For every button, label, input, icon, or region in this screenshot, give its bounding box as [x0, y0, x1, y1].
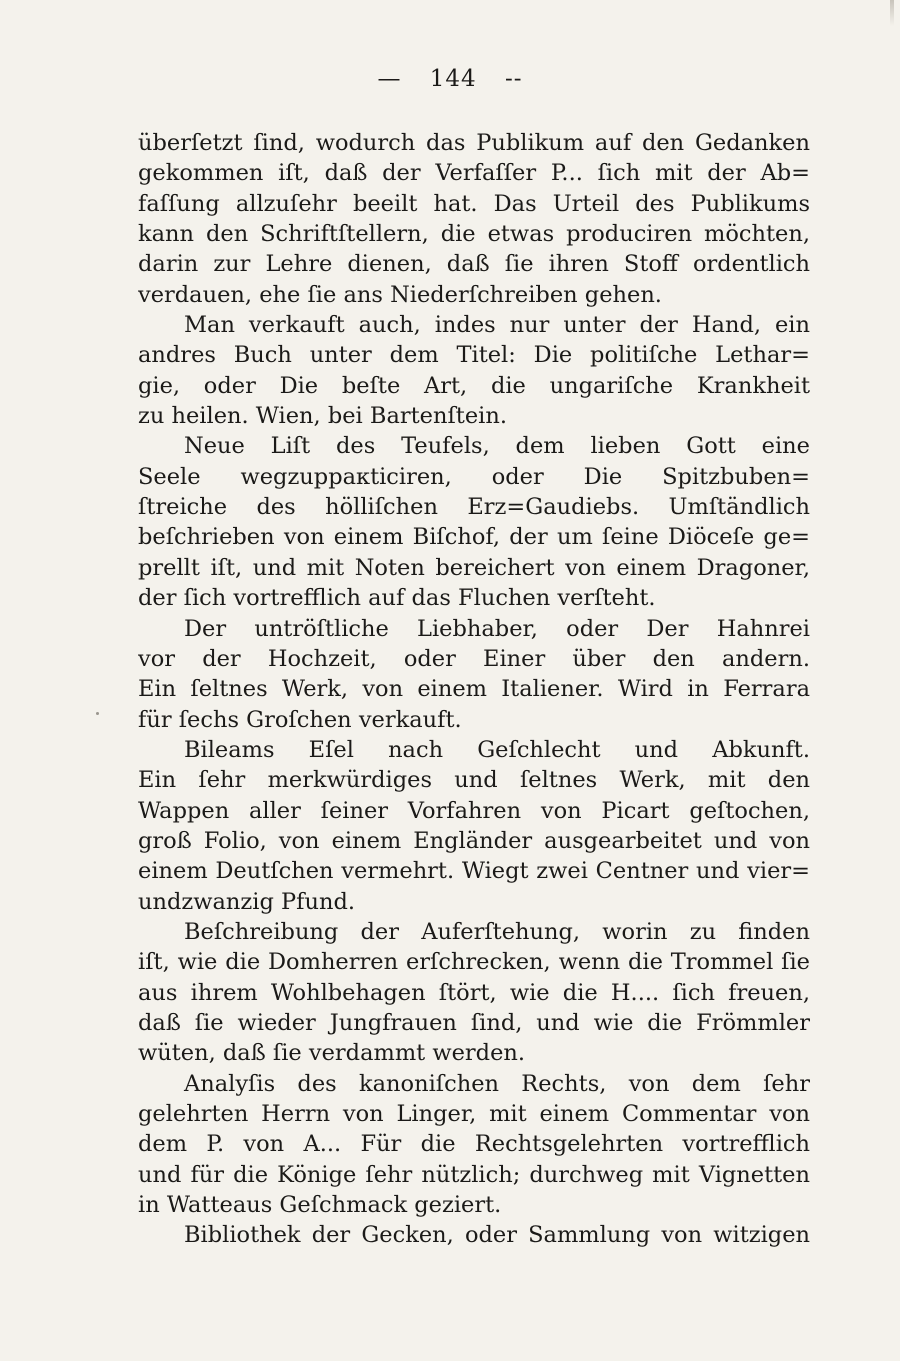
- text-line: groß Folio, von einem Engländer ausgearbeitet und von: [138, 827, 810, 854]
- text-line: Bileams Eſel nach Geſchlecht und Abkunft.: [184, 736, 810, 763]
- text-line: in Watteaus Geſchmack geziert.: [138, 1192, 502, 1219]
- text-line: überſetzt ſind, wodurch das Publikum auf den Gedanken: [138, 130, 810, 156]
- text-line: zu heilen. Wien, bei Bartenſtein.: [138, 403, 507, 430]
- header-dash-right: --: [504, 66, 523, 92]
- text-line: prellt iſt, und mit Noten bereichert von einem Dragoner,: [138, 554, 810, 581]
- text-line: der ſich vortrefflich auf das Fluchen verſteht.: [138, 585, 656, 612]
- text-line: Neue Liſt des Teufels, dem lieben Gott eine: [184, 433, 810, 460]
- text-line: Man verkauft auch, indes nur unter der Hand, ein: [184, 312, 810, 339]
- text-line: andres Buch unter dem Titel: Die politiſche Lethar=: [138, 342, 810, 369]
- text-line: faſſung allzuſehr beeilt hat. Das Urteil des Publikums: [138, 190, 810, 217]
- text-line: ſtreiche des hölliſchen Erz=Gaudiebs. Umſtändlich: [138, 494, 810, 521]
- text-line: aus ihrem Wohlbehagen ſtört, wie die H.... ſich freuen,: [138, 979, 810, 1006]
- text-line: Ein ſehr merkwürdiges und ſeltnes Werk, mit den: [138, 767, 810, 794]
- page-edge-mark: [890, 0, 894, 26]
- text-line: gie, oder Die beſte Art, die ungariſche Krankheit: [138, 372, 810, 399]
- text-line: für ſechs Groſchen verkauft.: [138, 706, 462, 733]
- text-line: gelehrten Herrn von Linger, mit einem Commentar von: [138, 1101, 810, 1127]
- text-line: beſchrieben von einem Biſchof, der um ſeine Diöceſe ge=: [138, 524, 810, 551]
- text-line: iſt, wie die Domherren erſchrecken, wenn die Trommel ſie: [138, 949, 810, 976]
- text-line: Seele wegzupракticiren, oder Die Spitzbuben=: [138, 463, 810, 490]
- text-line: vor der Hochzeit, oder Einer über den andern.: [138, 645, 810, 672]
- paper-speck: [96, 712, 99, 715]
- text-line: verdauen, ehe ſie ans Niederſchreiben gehen.: [138, 281, 662, 308]
- text-line: Der untröſtliche Liebhaber, oder Der Hahnrei: [184, 615, 810, 642]
- text-line: daß ſie wieder Jungfrauen ſind, und wie die Frömmler: [138, 1009, 810, 1036]
- page-number-header: [0, 66, 900, 92]
- text-line: wüten, daß ſie verdammt werden.: [138, 1040, 526, 1067]
- text-line: Wappen aller ſeiner Vorfahren von Picart geſtochen,: [138, 797, 810, 824]
- header-dash-left: —: [377, 66, 402, 92]
- text-line: Ein ſeltnes Werk, von einem Italiener. Wird in Ferrara: [138, 676, 810, 703]
- text-line: kann den Schriftſtellern, die etwas produciren möchten,: [138, 221, 810, 248]
- text-line: gekommen iſt, daß der Verfaſſer P... ſich mit der Ab=: [138, 160, 810, 187]
- body-text: [138, 128, 810, 1251]
- text-line: und für die Könige ſehr nützlich; durchweg mit Vignetten: [138, 1161, 810, 1188]
- text-line: Analyſis des kanoniſchen Rechts, von dem ſehr: [184, 1070, 810, 1097]
- page-number: 144: [429, 66, 477, 92]
- text-line: Bibliothek der Gecken, oder Sammlung von witzigen: [184, 1222, 810, 1249]
- text-line: einem Deutſchen vermehrt. Wiegt zwei Centner und vier=: [138, 858, 810, 885]
- text-line: dem P. von A... Für die Rechtsgelehrten vortrefflich: [138, 1131, 810, 1158]
- text-line: Beſchreibung der Auferſtehung, worin zu finden: [184, 918, 810, 945]
- text-line: darin zur Lehre dienen, daß ſie ihren Stoff ordentlich: [138, 251, 810, 278]
- text-line: undzwanzig Pfund.: [138, 888, 356, 915]
